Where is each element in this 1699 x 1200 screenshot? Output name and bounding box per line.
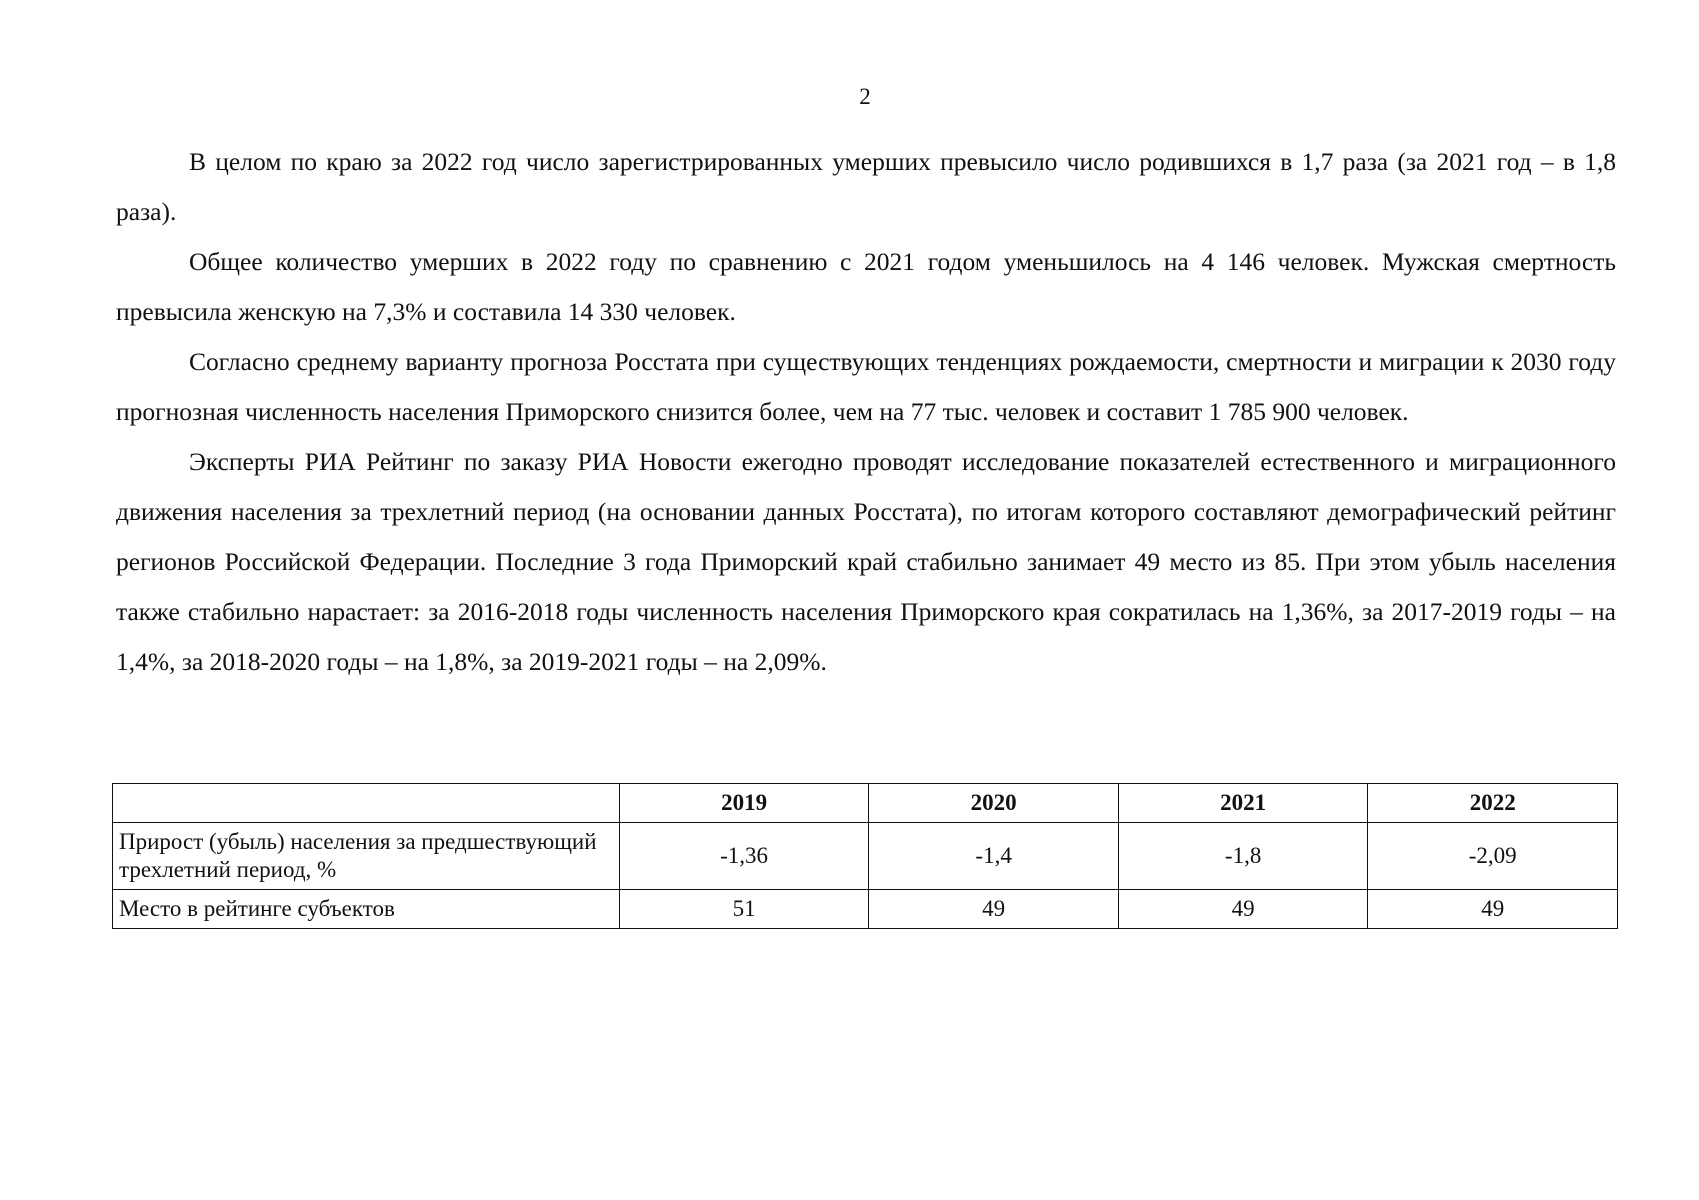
table-cell: 49 bbox=[1118, 890, 1368, 929]
table-row bbox=[113, 823, 1618, 890]
table-cell: -1,8 bbox=[1118, 823, 1368, 890]
table-header-cell: 2020 bbox=[869, 784, 1119, 823]
table-cell: 51 bbox=[619, 890, 869, 929]
paragraph-mortality: Общее количество умерших в 2022 году по сравнению с 2021 годом уменьшилось на 4 146 человек. Мужская смертность превысила женскую на 7,3% и составила 14 330 человек. bbox=[116, 247, 1616, 326]
table-cell: -2,09 bbox=[1368, 823, 1618, 890]
paragraph-rating: Эксперты РИА Рейтинг по заказу РИА Новости ежегодно проводят исследование показателей естественного и миграционного движения населения за трехлетний период (на основании данных Росстата), по итогам которого составляют демографический рейтинг регионов Российской Федерации. Последние 3 года Приморский край стабильно занимает 49 место из 85. При этом убыль населения также стабильно нарастает: за 2016-2018 годы численность населения Приморского края сократилась на 1,36%, за 2017-2019 годы – на 1,4%, за 2018-2020 годы – на 1,8%, за 2019-2021 годы – на 2,09%. bbox=[116, 447, 1616, 676]
table-cell: 49 bbox=[1368, 890, 1618, 929]
document-body bbox=[116, 137, 1616, 687]
demographic-rating-table bbox=[112, 783, 1618, 929]
table-cell: 49 bbox=[869, 890, 1119, 929]
table-row-label: Прирост (убыль) населения за предшествующий трехлетний период, % bbox=[113, 823, 620, 890]
paragraph-forecast: Согласно среднему варианту прогноза Росстата при существующих тенденциях рождаемости, смертности и миграции к 2030 году прогнозная численность населения Приморского снизится более, чем на 77 тыс. человек и составит 1 785 900 человек. bbox=[116, 347, 1616, 426]
table-header-row bbox=[113, 784, 1618, 823]
table-header-cell: 2021 bbox=[1118, 784, 1368, 823]
table-header-cell bbox=[113, 784, 620, 823]
table-row-label: Место в рейтинге субъектов bbox=[113, 890, 620, 929]
paragraph-deaths-births: В целом по краю за 2022 год число зарегистрированных умерших превысило число родившихся в 1,7 раза (за 2021 год – в 1,8 раза). bbox=[116, 147, 1616, 226]
table-row bbox=[113, 890, 1618, 929]
page-number: 2 bbox=[859, 84, 871, 109]
table-header-cell: 2022 bbox=[1368, 784, 1618, 823]
table-header-cell: 2019 bbox=[619, 784, 869, 823]
table-cell: -1,4 bbox=[869, 823, 1119, 890]
table-cell: -1,36 bbox=[619, 823, 869, 890]
